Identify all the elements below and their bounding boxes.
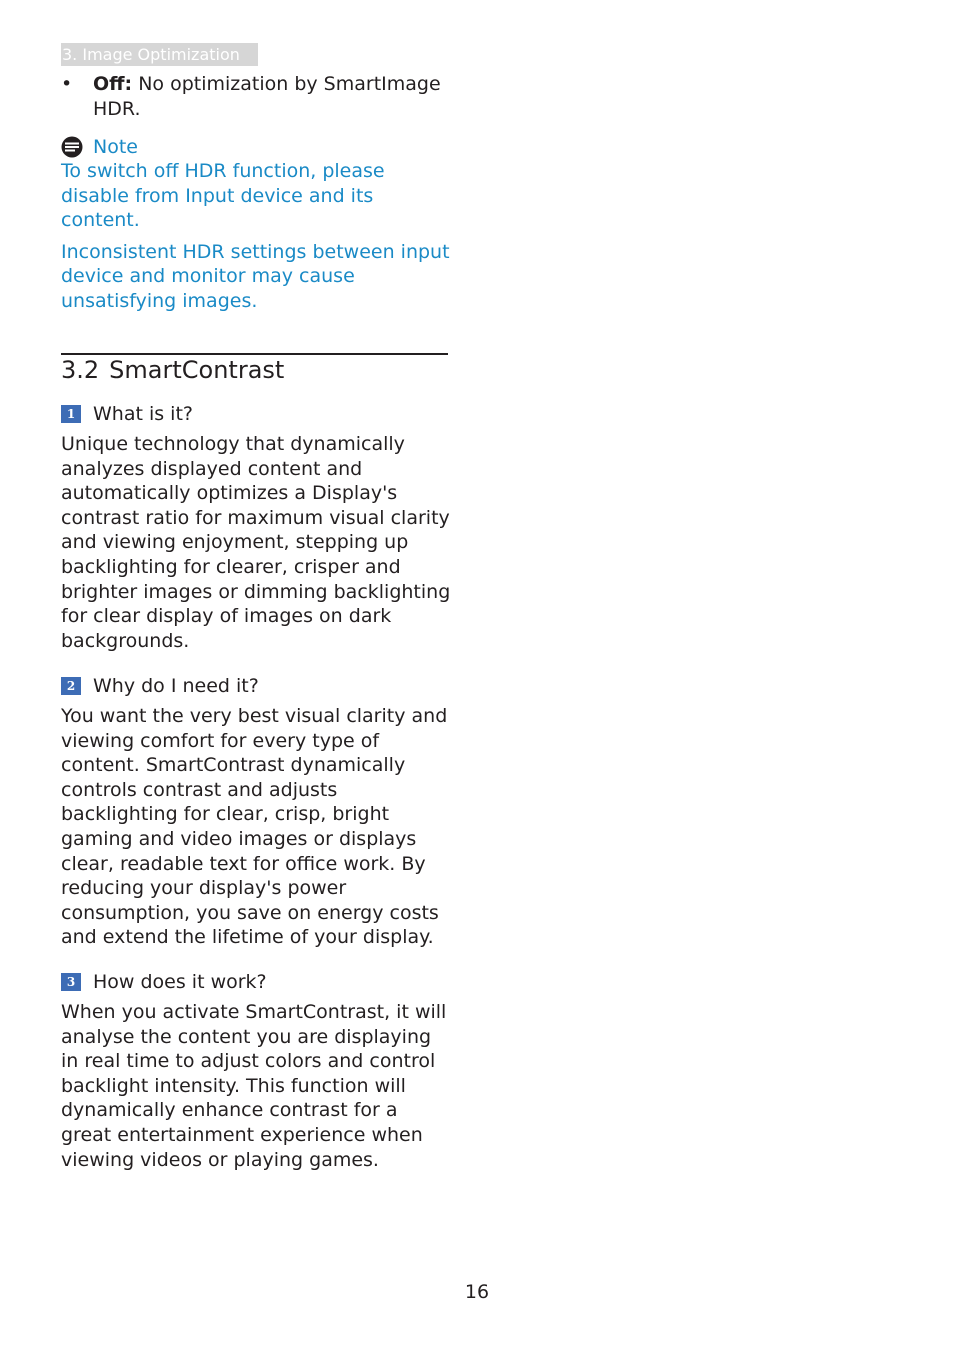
bullet-off-label: Off: [93, 73, 133, 95]
section-name: SmartContrast [109, 356, 285, 384]
note-body [61, 159, 451, 314]
subsection-body-2 [61, 704, 451, 950]
note-paragraph-1: To switch off HDR function, please disable from Input device and its content. [61, 160, 385, 232]
subsection-heading-3 [61, 970, 267, 994]
bullet-off-item [61, 72, 451, 121]
subsection-heading-text: What is it? [93, 403, 193, 425]
note-icon [61, 136, 83, 158]
section-header-tab: 3. Image Optimization [61, 43, 258, 66]
note-title: Note [93, 136, 138, 158]
bullet-off-text [93, 72, 451, 121]
subsection-heading-1 [61, 402, 193, 426]
section-title [61, 354, 284, 386]
subsection-body-3 [61, 1000, 451, 1172]
subsection-paragraph: Unique technology that dynamically analyzes displayed content and automatically optimizes a Display's contrast ratio for maximum visual clarity and viewing enjoyment, stepping up backlighting for clearer, crisper and brighter images or dimming backlighting for clear display of images on dark backgrounds. [61, 433, 451, 652]
bullet-off-description: No optimization by SmartImage HDR. [93, 73, 441, 120]
subsection-number-badge: 1 [61, 405, 81, 423]
subsection-body-1 [61, 432, 451, 653]
subsection-paragraph: You want the very best visual clarity and viewing comfort for every type of content. SmartContrast dynamically controls contrast and adjusts backlighting for clear, crisp, bright gaming and video images or displays clear, readable text for office work. By reducing your display's power consumption, you save on energy costs and extend the lifetime of your display. [61, 705, 448, 949]
subsection-paragraph: When you activate SmartContrast, it will analyse the content you are displaying in real time to adjust colors and control backlight intensity. This function will dynamically enhance contrast for a great entertainment experience when viewing videos or playing games. [61, 1001, 447, 1171]
subsection-number-badge: 2 [61, 677, 81, 695]
page-number: 16 [464, 1281, 490, 1303]
subsection-heading-text: Why do I need it? [93, 675, 259, 697]
note-heading [61, 134, 138, 160]
subsection-heading-text: How does it work? [93, 971, 267, 993]
subsection-number-badge: 3 [61, 973, 81, 991]
section-number: 3.2 [61, 356, 100, 384]
subsection-heading-2 [61, 674, 259, 698]
bullet-marker: • [61, 73, 73, 95]
note-paragraph-2: Inconsistent HDR settings between input device and monitor may cause unsatisfying images. [61, 240, 450, 312]
